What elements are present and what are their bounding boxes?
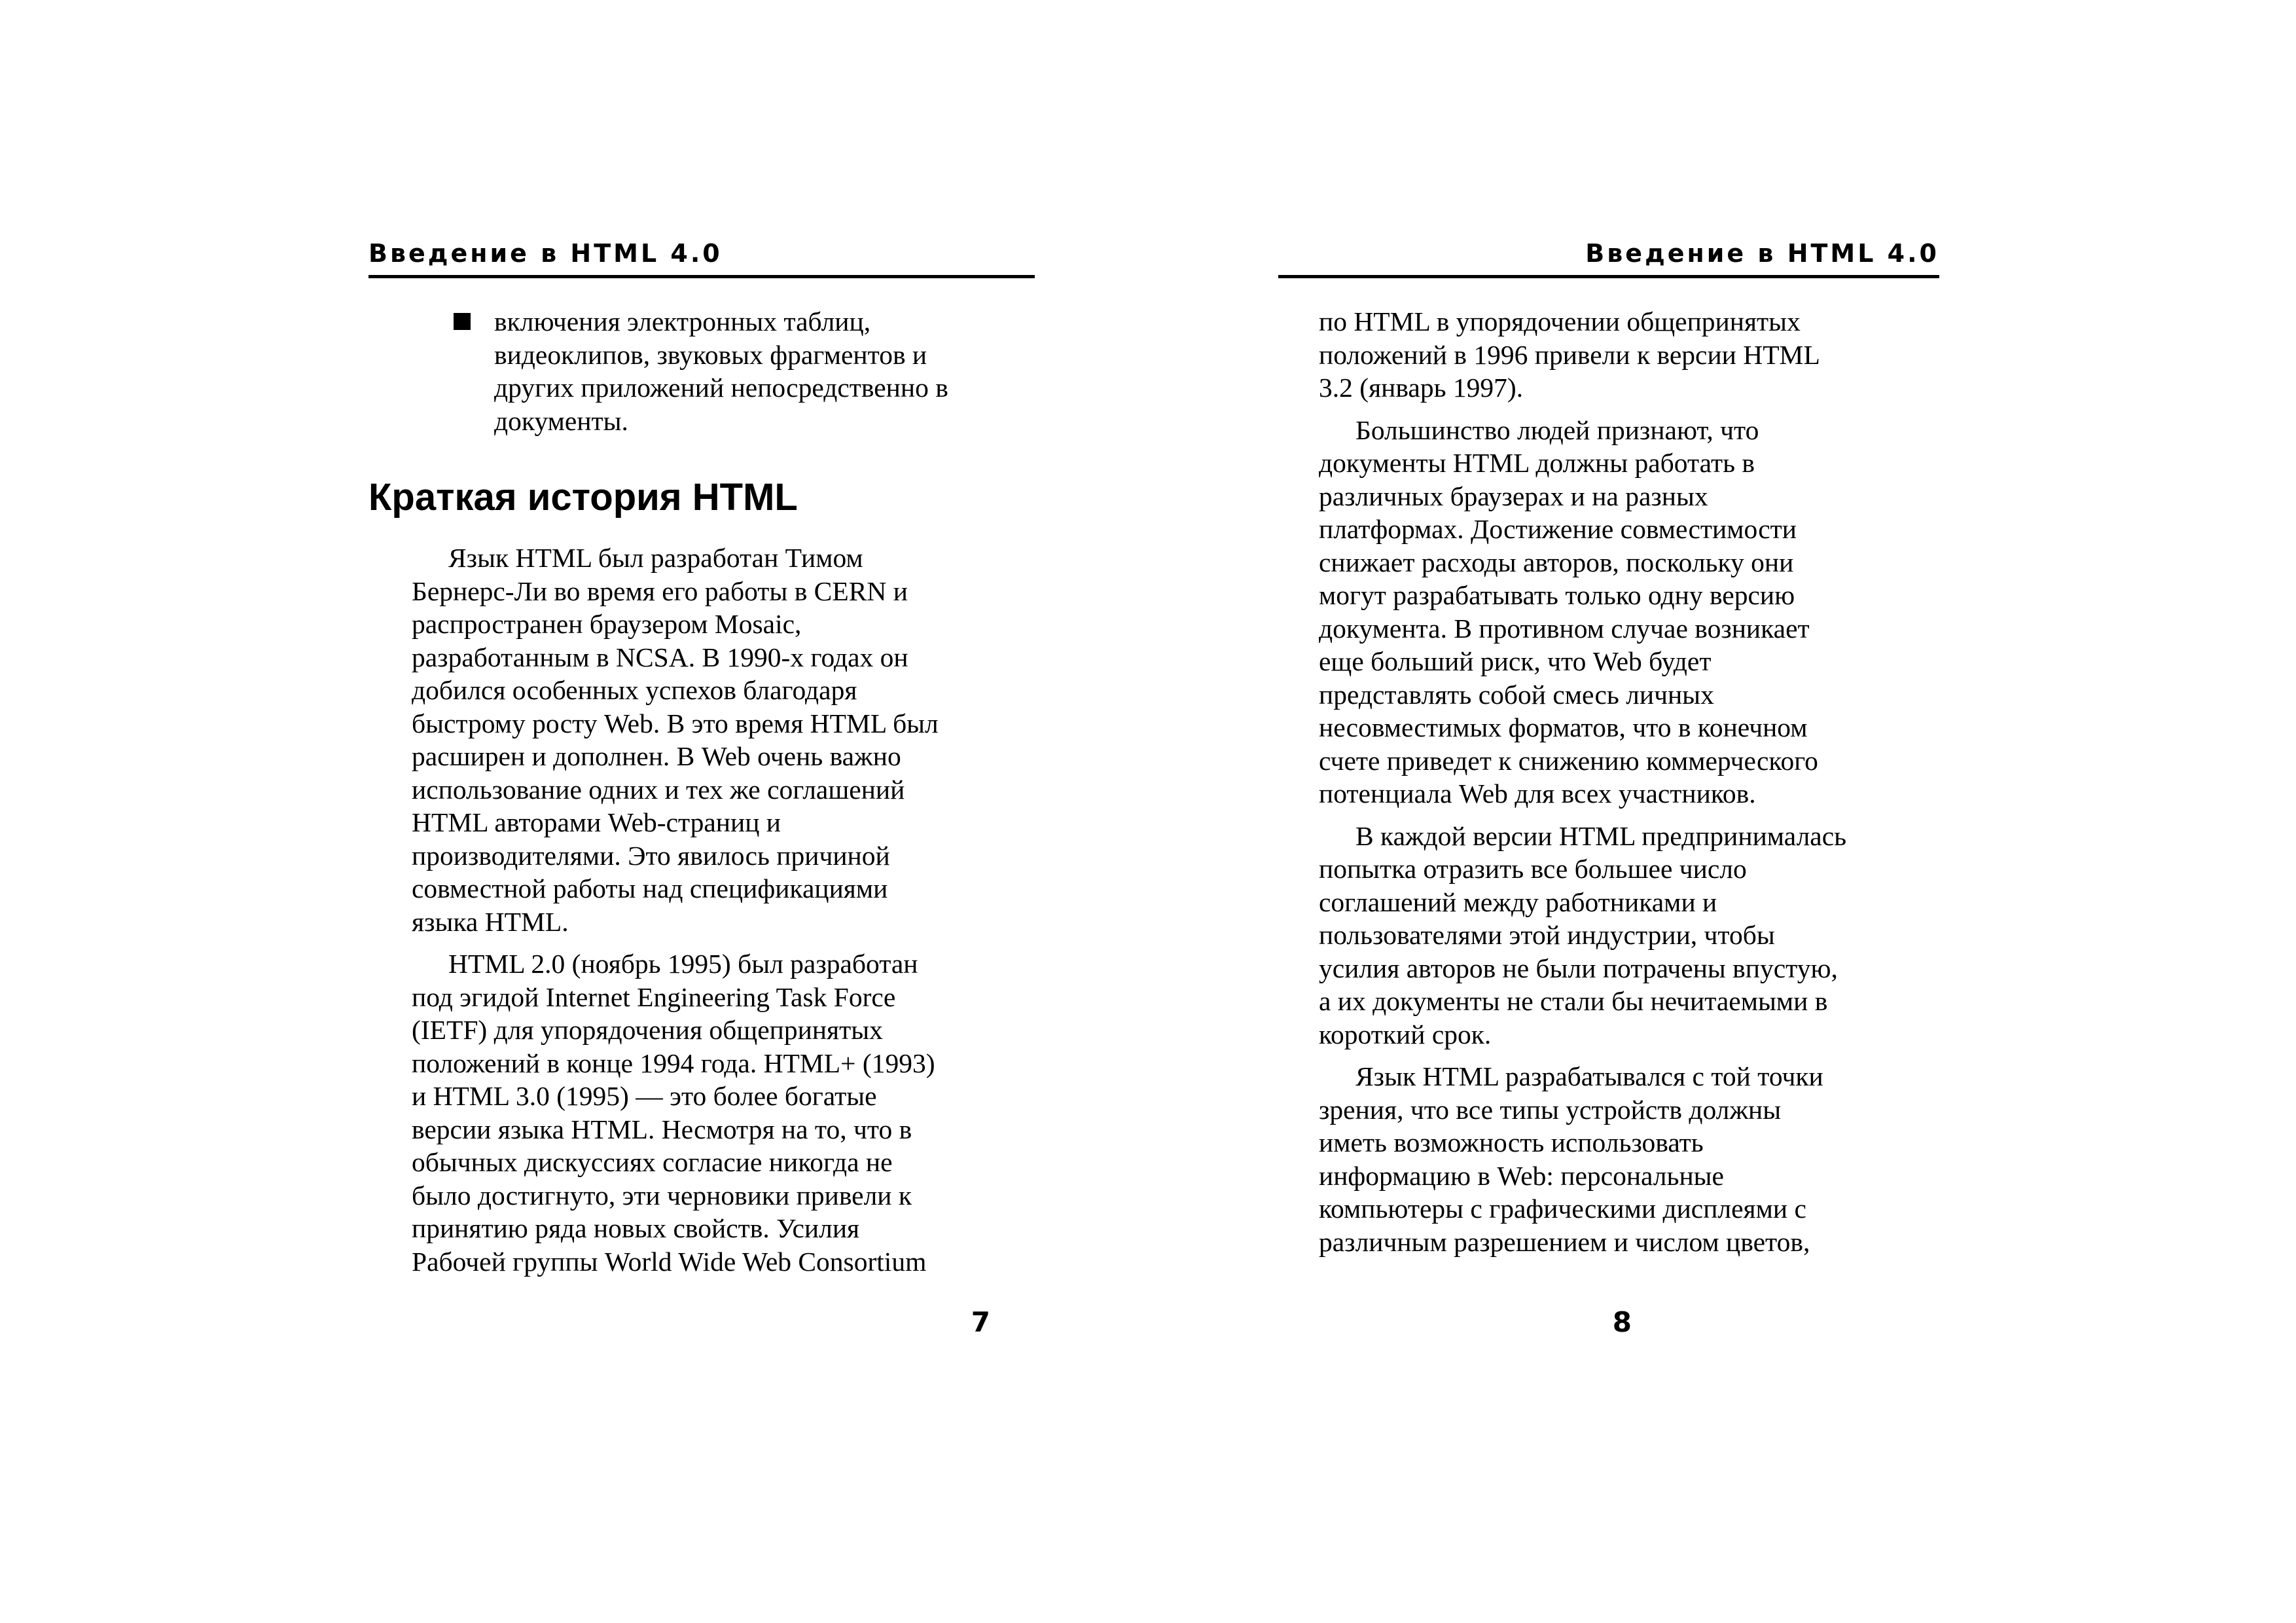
text-line: положений в конце 1994 года. HTML+ (1993) <box>412 1048 935 1078</box>
paragraph <box>1319 820 1947 1051</box>
text-line: положений в 1996 привели к версии HTML <box>1319 339 1820 370</box>
page-number-left: 7 <box>971 1306 990 1338</box>
text-line: разработанным в NCSA. В 1990-х годах он <box>412 642 908 672</box>
page-number-right: 8 <box>1612 1306 1632 1338</box>
text-line: использование одних и тех же соглашений <box>412 774 905 805</box>
text-line: обычных дискуссиях согласие никогда не <box>412 1147 893 1177</box>
text-line: счете приведет к снижению коммерческого <box>1319 745 1818 776</box>
text-line: несовместимых форматов, что в конечном <box>1319 712 1808 742</box>
text-line: принятию ряда новых свойств. Усилия <box>412 1213 860 1243</box>
text-line: под эгидой Internet Engineering Task Force <box>412 981 896 1012</box>
text-line: видеоклипов, звуковых фрагментов и <box>494 339 927 370</box>
paragraph <box>1319 414 1947 811</box>
text-line: компьютеры с графическими дисплеями с <box>1319 1194 1806 1224</box>
text-line: попытка отразить все большее число <box>1319 854 1747 884</box>
text-line: соглашений между работниками и <box>1319 886 1717 917</box>
text-line: Большинство людей признают, что <box>1355 414 1759 445</box>
text-line: В каждой версии HTML предпринималась <box>1355 820 1847 851</box>
text-line: иметь возможность использовать <box>1319 1127 1704 1158</box>
text-line: HTML авторами Web-страниц и <box>412 807 781 837</box>
square-bullet-icon <box>454 313 471 330</box>
text-line: было достигнуто, эти черновики привели к <box>412 1180 912 1211</box>
text-line: различных браузерах и на разных <box>1319 481 1708 511</box>
paragraph <box>412 541 1040 938</box>
text-line: Язык HTML разрабатывался с той точки <box>1355 1061 1823 1091</box>
text-line: снижает расходы авторов, поскольку они <box>1319 547 1794 577</box>
right-body <box>1319 305 1947 1258</box>
text-line: и HTML 3.0 (1995) — это более богатые <box>412 1081 877 1111</box>
paragraph-gap <box>1319 1051 1947 1060</box>
text-line: добился особенных успехов благодаря <box>412 675 857 705</box>
text-line: Язык HTML был разработан Тимом <box>448 543 863 573</box>
text-line: включения электронных таблиц, <box>494 306 871 337</box>
paragraph-gap <box>1319 811 1947 820</box>
left-page <box>368 0 1035 1623</box>
text-line: Рабочей группы World Wide Web Consortium <box>412 1246 927 1277</box>
text-line: (IETF) для упорядочения общепринятых <box>412 1015 883 1045</box>
left-body <box>412 541 1040 1278</box>
paragraph-gap <box>412 938 1040 947</box>
text-line: Бернерс-Ли во время его работы в CERN и <box>412 575 908 606</box>
text-line: пользователями этой индустрии, чтобы <box>1319 920 1775 950</box>
text-line: распространен браузером Mosaic, <box>412 609 802 639</box>
bullet-text <box>494 305 1037 437</box>
running-head-left: Введение в HTML 4.0 <box>368 239 723 268</box>
text-line: расширен и дополнен. В Web очень важно <box>412 741 901 771</box>
paragraph <box>1319 1060 1947 1258</box>
text-line: документа. В противном случае возникает <box>1319 613 1810 644</box>
text-line: различным разрешением и числом цветов, <box>1319 1226 1810 1257</box>
text-line: усилия авторов не были потрачены впустую, <box>1319 953 1838 983</box>
text-line: 3.2 (январь 1997). <box>1319 373 1524 403</box>
head-rule-left <box>368 275 1035 278</box>
text-line: других приложений непосредственно в <box>494 373 948 403</box>
text-line: по HTML в упорядочении общепринятых <box>1319 306 1801 337</box>
head-rule-right <box>1278 275 1939 278</box>
text-line: потенциала Web для всех участников. <box>1319 778 1756 809</box>
text-line: а их документы не стали бы нечитаемыми в <box>1319 986 1828 1016</box>
text-line: языка HTML. <box>412 906 569 937</box>
text-line: версии языка HTML. Несмотря на то, что в <box>412 1114 912 1144</box>
text-line: еще больший риск, что Web будет <box>1319 646 1712 676</box>
paragraph-gap <box>1319 405 1947 414</box>
text-line: платформах. Достижение совместимости <box>1319 514 1797 544</box>
paragraph <box>1319 305 1947 405</box>
text-line: документы. <box>494 405 628 436</box>
text-line: информацию в Web: персональные <box>1319 1160 1724 1191</box>
text-line: HTML 2.0 (ноябрь 1995) был разработан <box>448 949 918 979</box>
text-line: представлять собой смесь личных <box>1319 679 1714 710</box>
paragraph <box>412 947 1040 1278</box>
section-heading: Краткая история HTML <box>368 476 798 519</box>
running-head-right: Введение в HTML 4.0 <box>1585 239 1939 268</box>
text-line: могут разрабатывать только одну версию <box>1319 580 1795 610</box>
text-line: зрения, что все типы устройств должны <box>1319 1094 1782 1125</box>
text-line: быстрому росту Web. В это время HTML был <box>412 708 939 739</box>
text-line: производителями. Это явилось причиной <box>412 840 890 871</box>
text-line: совместной работы над спецификациями <box>412 873 888 903</box>
text-line: документы HTML должны работать в <box>1319 448 1755 478</box>
right-page <box>1278 0 1939 1623</box>
text-line: короткий срок. <box>1319 1019 1492 1049</box>
